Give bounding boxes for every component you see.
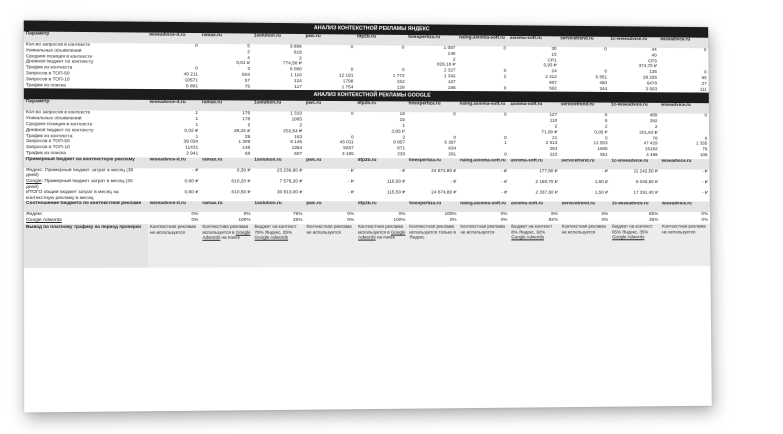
google-cell: 0	[453, 135, 457, 141]
yandex-cell: 0	[703, 48, 707, 54]
google-cell: 0	[704, 114, 708, 119]
yandex-cell: 111	[699, 87, 707, 93]
budget-header-cell: servicetrend.ru	[559, 158, 609, 169]
ratio-cell: 0%	[347, 218, 355, 223]
yandex-cell: 24	[551, 69, 557, 75]
google-link: Google Adwords	[202, 229, 251, 240]
budget-cell: - ₽	[450, 179, 457, 185]
google-cell: 5 367	[444, 141, 457, 146]
conclusion-cell: Контекстная реклама не используется	[458, 224, 509, 267]
google-cell: 1065	[291, 117, 303, 123]
conclusion-cell: Контекстная реклама не используется	[660, 224, 710, 267]
google-header-cell: nalog.axioma-soft.ru	[458, 102, 509, 113]
yandex-header-cell: ramax.ru	[200, 33, 252, 44]
budget-cell: 6 048,90 ₽	[635, 180, 658, 185]
google-cell: 1	[195, 134, 199, 140]
google-cell: 15	[399, 118, 405, 124]
ratio-header-row	[24, 201, 710, 212]
budget-cell: 11 242,50 ₽	[633, 169, 658, 175]
google-cell: 3,85 ₽	[391, 129, 405, 135]
google-cell: 392	[649, 119, 658, 125]
google-link: Google Adwords	[25, 218, 62, 224]
yandex-cell: 0	[195, 43, 198, 49]
google-header-cell: wiseadvice-it.ru	[148, 100, 200, 111]
yandex-cell: 40	[651, 53, 657, 59]
budget-row-label: ИТОГО общий бюджет затрат в месяц на контекстную рекламу в месяц	[25, 190, 119, 201]
budget-cell: 610,20 ₽	[231, 179, 251, 185]
yandex-header-cell: pwc.ru	[304, 34, 356, 45]
google-link: Google Adwords	[511, 234, 544, 240]
ratio-cell: 0%	[191, 212, 199, 218]
yandex-cell: 15	[551, 52, 557, 58]
yandex-row-label: Кол-во запросов в контексте	[25, 42, 91, 48]
google-row-label: Трафик из поиска	[25, 151, 66, 157]
ratio-cell: 0%	[500, 212, 508, 218]
yandex-cell: 829,18 ₽	[436, 62, 456, 68]
yandex-cell: 1798	[342, 79, 354, 85]
google-cell: 68	[244, 151, 251, 157]
yandex-cell: 1 087	[443, 46, 456, 52]
google-link: Google Adwords	[612, 234, 645, 240]
google-link: Google Adwords	[254, 234, 289, 240]
google-cell: 148	[242, 146, 251, 151]
yandex-cell: 1 772	[392, 73, 405, 79]
google-cell: 4 486	[646, 153, 658, 158]
conclusion-label: Вывод по платному трафику на период проверки	[24, 224, 148, 268]
budget-cell: - ₽	[399, 168, 406, 174]
google-header-cell: 1solution.ru	[252, 101, 304, 112]
google-cell: 1	[402, 123, 405, 129]
yandex-header-cell: itfp2b.ru	[355, 35, 406, 46]
yandex-row-label: Запросов в ТОП-50	[25, 71, 70, 77]
ratio-cell: 0%	[243, 212, 251, 218]
google-cell: 1 310	[290, 111, 302, 117]
budget-header-cell: 1solution.ru	[252, 157, 304, 168]
ratio-row-label: Яндекс	[25, 212, 43, 218]
budget-header-cell: wiseadvice.ru	[660, 159, 710, 170]
yandex-cell: 0	[401, 45, 405, 51]
google-header-cell: ramax.ru	[200, 101, 252, 112]
ratio-cell: 0%	[398, 212, 406, 218]
google-header-cell: Параметр	[24, 100, 148, 112]
google-cell: 1364	[291, 146, 303, 152]
yandex-row-label: Трафик из контекста	[25, 65, 73, 71]
ratio-cell: 0%	[500, 218, 508, 223]
yandex-title: АНАЛИЗ КОНТЕКСТНОЙ РЕКЛАМЫ ЯНДЕКС	[24, 21, 708, 38]
yandex-row-label: Трафик из поиска	[25, 82, 66, 89]
conclusion-cell: Контекстная реклама не используется	[304, 224, 356, 267]
ratio-cell: 0%	[449, 218, 457, 223]
google-cell: 39 034	[183, 140, 199, 146]
yandex-cell: СР3	[647, 58, 657, 64]
conclusion-row	[24, 224, 710, 268]
budget-cell: 177,80 ₽	[539, 169, 558, 174]
google-cell: 71,99 ₽	[541, 130, 558, 136]
ratio-cell: 100%	[444, 212, 457, 218]
yandex-header-cell: wiseadvice-it.ru	[147, 33, 199, 44]
yandex-cell: 75	[244, 84, 251, 90]
google-cell: 0,05 ₽	[594, 130, 608, 136]
ratio-header-cell: axioma-soft.ru	[509, 202, 560, 213]
yandex-cell: 774,58 ₽	[282, 61, 302, 67]
ratio-cell: 0%	[191, 218, 199, 224]
google-row-label: Трафик из контекста	[25, 133, 73, 139]
yandex-header-cell: wiseadvice.ru	[658, 37, 708, 48]
google-cell: 261	[448, 152, 457, 158]
google-cell: 0	[350, 112, 354, 118]
budget-cell: 0,60 ₽	[184, 179, 199, 185]
yandex-header-cell: nalog.axioma-soft.ru	[457, 35, 508, 46]
google-cell: 551	[599, 152, 608, 158]
budget-row-label: Google: Примерный бюджет затрат в месяц (30 дней)	[25, 178, 133, 190]
budget-cell: 24 874,80 ₽	[431, 168, 457, 174]
budget-cell: - ₽	[602, 169, 608, 175]
yandex-cell: 6 060	[289, 67, 302, 73]
budget-cell: 1,50 ₽	[594, 190, 609, 196]
google-cell: 29	[244, 134, 251, 140]
google-cell: 671	[397, 146, 406, 152]
budget-row-label: Яндекс: Примерный бюджет затрат в месяц (30 дней)	[25, 167, 134, 179]
budget-cell: - ₽	[501, 179, 508, 185]
budget-header-cell: pwc.ru	[304, 158, 356, 169]
google-cell: 9267	[343, 146, 354, 152]
google-cell: 15192	[644, 147, 658, 153]
yandex-cell: 3 899	[289, 44, 302, 50]
ratio-cell: 0%	[347, 212, 355, 218]
google-row-label: Дневной бюджет по контексту	[25, 127, 94, 134]
yandex-cell: 5 891	[185, 83, 198, 89]
ratio-header-cell: Соотношение бюджета по контекстной рекламе	[24, 201, 148, 212]
budget-header-cell: axioma-soft.ru	[509, 158, 560, 169]
ratio-cell: 25%	[292, 218, 303, 224]
ratio-cell: 35%	[649, 218, 659, 223]
yandex-cell: 504	[242, 72, 251, 78]
google-cell: 21	[552, 135, 558, 141]
google-cell: 1	[504, 141, 507, 147]
google-link: Google Adwords	[358, 229, 406, 240]
budget-header-cell: finexpertiza.ru	[407, 158, 458, 169]
budget-cell: - ₽	[702, 180, 708, 186]
yandex-cell: 1 110	[290, 73, 302, 79]
conclusion-cell: Контекстная реклама используется в Google Adwords на поиск	[356, 224, 408, 267]
budget-header-cell: itfp2b.ru	[356, 158, 407, 169]
google-cell: 634	[448, 146, 457, 152]
budget-cell: 2 337,60 ₽	[535, 190, 558, 196]
yandex-cell: 12 191	[338, 73, 354, 79]
google-cell: 2	[247, 123, 251, 129]
google-cell: 607	[294, 151, 303, 157]
google-cell: 1	[195, 117, 199, 123]
google-cell: 176	[242, 111, 251, 117]
budget-cell: - ₽	[701, 169, 708, 175]
yandex-cell: 0	[503, 69, 507, 74]
google-cell: 127	[549, 113, 558, 119]
yandex-cell: 0	[350, 67, 354, 73]
conclusion-cell: Контекстная реклама используется в Google Adwords на поиск	[200, 224, 252, 268]
budget-cell: 23 236,80 ₽	[276, 168, 303, 174]
ratio-header-cell: servicetrend.ru	[560, 202, 610, 213]
google-cell: 9 857	[393, 140, 406, 146]
yandex-cell: 2	[452, 57, 456, 63]
ratio-header-cell: ramax.ru	[200, 201, 252, 212]
budget-cell: 7 576,20 ₽	[279, 179, 303, 185]
budget-cell: 17 291,40 ₽	[633, 190, 659, 196]
budget-header-cell: Примерный бюджет на контекстную рекламу	[24, 157, 148, 168]
google-cell: 3 195	[341, 152, 354, 157]
budget-cell: 115,50 ₽	[386, 190, 406, 196]
google-cell: 201,63 ₽	[639, 130, 658, 136]
yandex-cell: 152	[396, 79, 405, 85]
ratio-cell: 0%	[601, 218, 609, 223]
budget-cell: 610,50 ₽	[231, 190, 251, 196]
google-cell: 2	[654, 125, 658, 130]
ratio-header-cell: 1c-wiseadvice.ru	[610, 202, 660, 213]
google-cell: 2 941	[186, 151, 199, 157]
ratio-header-cell: finexpertiza.ru	[407, 202, 458, 213]
ratio-header-cell: itfp2b.ru	[356, 202, 407, 213]
yandex-cell: 480	[599, 81, 608, 86]
google-header-cell: pwc.ru	[304, 101, 356, 112]
yandex-cell: 1 342	[443, 74, 456, 80]
yandex-header-cell: axioma-soft.ru	[508, 36, 559, 47]
google-cell: 2	[604, 124, 608, 130]
google-cell: 0,02 ₽	[184, 128, 199, 134]
budget-cell: - ₽	[347, 168, 354, 174]
yandex-row-label: Средняя позиция в контексте	[25, 53, 93, 60]
google-cell: 6	[604, 119, 608, 125]
budget-cell: - ₽	[501, 168, 508, 174]
yandex-cell: 0	[604, 69, 608, 75]
google-cell: 0	[504, 113, 507, 118]
yandex-cell: 1 754	[341, 84, 354, 90]
ratio-header-cell: 1solution.ru	[252, 201, 304, 212]
yandex-header-cell: servicetrend.ru	[558, 36, 608, 47]
yandex-cell: 27	[701, 81, 707, 87]
yandex-cell: 124	[293, 78, 302, 84]
yandex-cell: 5 851	[595, 75, 608, 81]
yandex-cell: 166	[447, 85, 456, 91]
yandex-header-cell: 1solution.ru	[252, 34, 304, 45]
google-header-cell: 1c-wiseadvice.ru	[609, 103, 659, 114]
spreadsheet-sheet	[24, 21, 712, 413]
ratio-header-cell: wiseadvice.ru	[660, 202, 710, 213]
google-header-cell: wiseadvice.ru	[659, 103, 709, 114]
yandex-cell: 3	[247, 67, 250, 73]
google-cell: 2	[299, 123, 303, 129]
yandex-cell: 167	[447, 79, 456, 85]
google-cell: 1 309	[238, 140, 251, 146]
google-cell: 489	[649, 113, 658, 119]
google-cell: 252,54 ₽	[283, 129, 303, 135]
google-cell: 47 429	[643, 141, 658, 147]
google-row-label: Запросов в ТОП-50	[25, 139, 70, 145]
ratio-cell: 100%	[238, 218, 251, 224]
google-cell: 0	[351, 135, 354, 140]
google-cell: 8 146	[290, 140, 303, 146]
budget-cell: 2 159,70 ₽	[535, 179, 558, 185]
budget-header-cell: ramax.ru	[200, 157, 252, 168]
yandex-cell: 95	[701, 76, 707, 82]
google-cell: 76	[652, 136, 658, 142]
yandex-cell: 2	[503, 74, 507, 80]
budget-cell: - ₽	[501, 190, 508, 196]
google-link: Google	[25, 178, 42, 184]
budget-header-cell: wiseadvice-it.ru	[148, 157, 200, 168]
google-cell: 1 335	[695, 142, 708, 147]
budget-cell: 30 813,00 ₽	[276, 190, 303, 196]
yandex-row-label: Дневной бюджет по контексту	[25, 59, 94, 66]
yandex-cell: 5	[247, 44, 250, 50]
budget-cell: 24 874,80 ₽	[431, 190, 457, 196]
yandex-cell: СР1	[547, 58, 557, 64]
budget-header-cell: nalog.axioma-soft.ru	[458, 158, 509, 169]
yandex-cell: 135	[649, 70, 657, 76]
yandex-cell: 0	[503, 46, 507, 52]
google-cell: 2 913	[545, 141, 558, 147]
yandex-cell: 28 255	[642, 75, 658, 81]
google-title: АНАЛИЗ КОНТЕКСТНОЙ РЕКЛАМЫ GOOGLE	[24, 89, 709, 104]
google-cell: 0	[453, 112, 456, 118]
google-cell: 118	[549, 118, 558, 124]
google-cell: 0	[504, 135, 507, 141]
google-header-cell: servicetrend.ru	[559, 103, 609, 114]
yandex-header-cell: Параметр	[24, 31, 148, 43]
ratio-cell: 0%	[701, 218, 709, 223]
google-cell: 1605	[597, 147, 608, 153]
yandex-cell: 4	[247, 55, 250, 61]
google-cell: 0	[504, 152, 507, 158]
yandex-cell: 40 211	[183, 72, 198, 78]
yandex-cell: 0,01 ₽	[236, 61, 250, 67]
google-cell: 233	[397, 152, 406, 158]
google-cell: 223	[549, 152, 558, 158]
budget-header-cell: 1c-wiseadvice.ru	[610, 159, 660, 170]
budget-row	[24, 190, 710, 202]
yandex-cell: 128	[396, 85, 405, 91]
google-cell: 28,34 ₽	[233, 128, 251, 134]
yandex-cell: 3 563	[645, 86, 658, 92]
google-cell: 11431	[185, 145, 199, 151]
budget-cell: - ₽	[347, 179, 354, 185]
budget-cell: 0,30 ₽	[236, 168, 251, 174]
google-row-label: Запросов в ТОП-10	[25, 145, 70, 151]
google-cell: 2	[554, 124, 558, 130]
budget-row	[24, 179, 710, 191]
yandex-cell: 0	[704, 70, 707, 76]
budget-cell: 0,60 ₽	[184, 190, 199, 196]
yandex-cell: 44	[651, 47, 657, 53]
google-row-label: Кол-во запросов в контексте	[25, 110, 91, 116]
google-cell: 1	[195, 111, 199, 117]
yandex-cell: 10571	[184, 78, 198, 84]
google-row-label: Средняя позиция в контексте	[25, 122, 93, 128]
google-header-cell: itfp2b.ru	[355, 101, 406, 112]
google-row-label: Уникальных объявлений	[25, 116, 82, 122]
google-cell: 43 011	[339, 140, 354, 146]
google-cell: 78	[702, 147, 708, 153]
yandex-cell: 0	[401, 68, 405, 74]
conclusion-cell: Бюджет на контекст 75% Яндекс, 25% Google Adwords	[253, 224, 305, 268]
conclusion-cell: Бюджет на контекст 8% Яндекс, 92% Google Adwords	[509, 224, 560, 267]
yandex-cell: 30	[551, 46, 557, 52]
budget-cell: - ₽	[192, 168, 199, 174]
google-cell: 1	[195, 122, 199, 128]
ratio-cell: 8%	[551, 212, 558, 218]
google-cell: 12 553	[593, 141, 608, 147]
yandex-cell: 667	[549, 80, 557, 86]
google-cell: 163	[294, 134, 303, 140]
google-cell: 6	[604, 113, 608, 119]
google-header-cell: axioma-soft.ru	[508, 102, 559, 113]
google-cell: 2	[402, 135, 405, 141]
google-cell: 0	[704, 136, 708, 142]
budget-cell: 1,50 ₽	[594, 180, 608, 185]
yandex-cell: 0	[604, 47, 607, 53]
yandex-cell: 818	[293, 50, 302, 56]
yandex-row-label: Уникальных объявлений	[25, 48, 82, 54]
yandex-cell: 6478	[646, 81, 658, 87]
yandex-cell: 374,75 ₽	[638, 64, 657, 70]
budget-cell: 115,50 ₽	[386, 179, 406, 185]
ratio-header-cell: nalog.axioma-soft.ru	[458, 202, 509, 213]
yandex-cell: 344	[599, 86, 608, 92]
yandex-cell: 0	[503, 86, 507, 91]
yandex-cell: 0	[350, 45, 354, 51]
budget-cell: - ₽	[348, 190, 354, 196]
yandex-cell: 146	[447, 51, 456, 57]
yandex-cell: 2	[247, 50, 250, 55]
conclusion-cell: Контекстная реклама используется только в Яндекс	[407, 224, 458, 267]
yandex-cell: 57	[244, 78, 251, 84]
google-cell: 176	[242, 117, 251, 123]
ratio-header-cell: pwc.ru	[304, 202, 356, 213]
conclusion-cell: Бюджет на контекст 65% Яндекс, 35% Google Adwords	[610, 224, 660, 267]
budget-cell: - ₽	[702, 191, 708, 196]
google-cell: 254	[549, 147, 558, 152]
google-header-cell: finexpertiza.ru	[407, 102, 458, 113]
google-cell: 109	[699, 153, 708, 159]
ratio-cell: 65%	[649, 212, 659, 218]
ratio-cell: 0%	[701, 212, 709, 218]
conclusion-cell: Контекстная реклама не используется	[148, 224, 201, 268]
yandex-header-cell: 1c-wiseadvice.ru	[609, 37, 659, 48]
yandex-cell: 2 412	[545, 75, 557, 80]
ratio-cell: 100%	[393, 218, 406, 223]
ratio-cell: 75%	[292, 212, 303, 218]
ratio-cell: 0%	[601, 212, 609, 218]
yandex-cell: 0	[195, 66, 198, 72]
google-cell: 0	[604, 136, 608, 141]
conclusion-cell: Контекстная реклама не используется	[560, 224, 611, 267]
yandex-cell: 5,93 ₽	[543, 63, 557, 69]
yandex-row-label: Запросов в ТОП-10	[25, 77, 70, 83]
ratio-header-cell: wiseadvice-it.ru	[148, 201, 200, 212]
analysis-table	[24, 21, 711, 268]
yandex-cell: 592	[549, 86, 557, 92]
yandex-cell: 117	[294, 84, 302, 90]
ratio-cell: 92%	[548, 218, 558, 223]
yandex-header-cell: finexpertiza.ru	[406, 35, 457, 46]
google-cell: 18	[399, 112, 405, 118]
yandex-cell: 2	[299, 56, 302, 62]
yandex-cell: 2 327	[443, 68, 456, 74]
